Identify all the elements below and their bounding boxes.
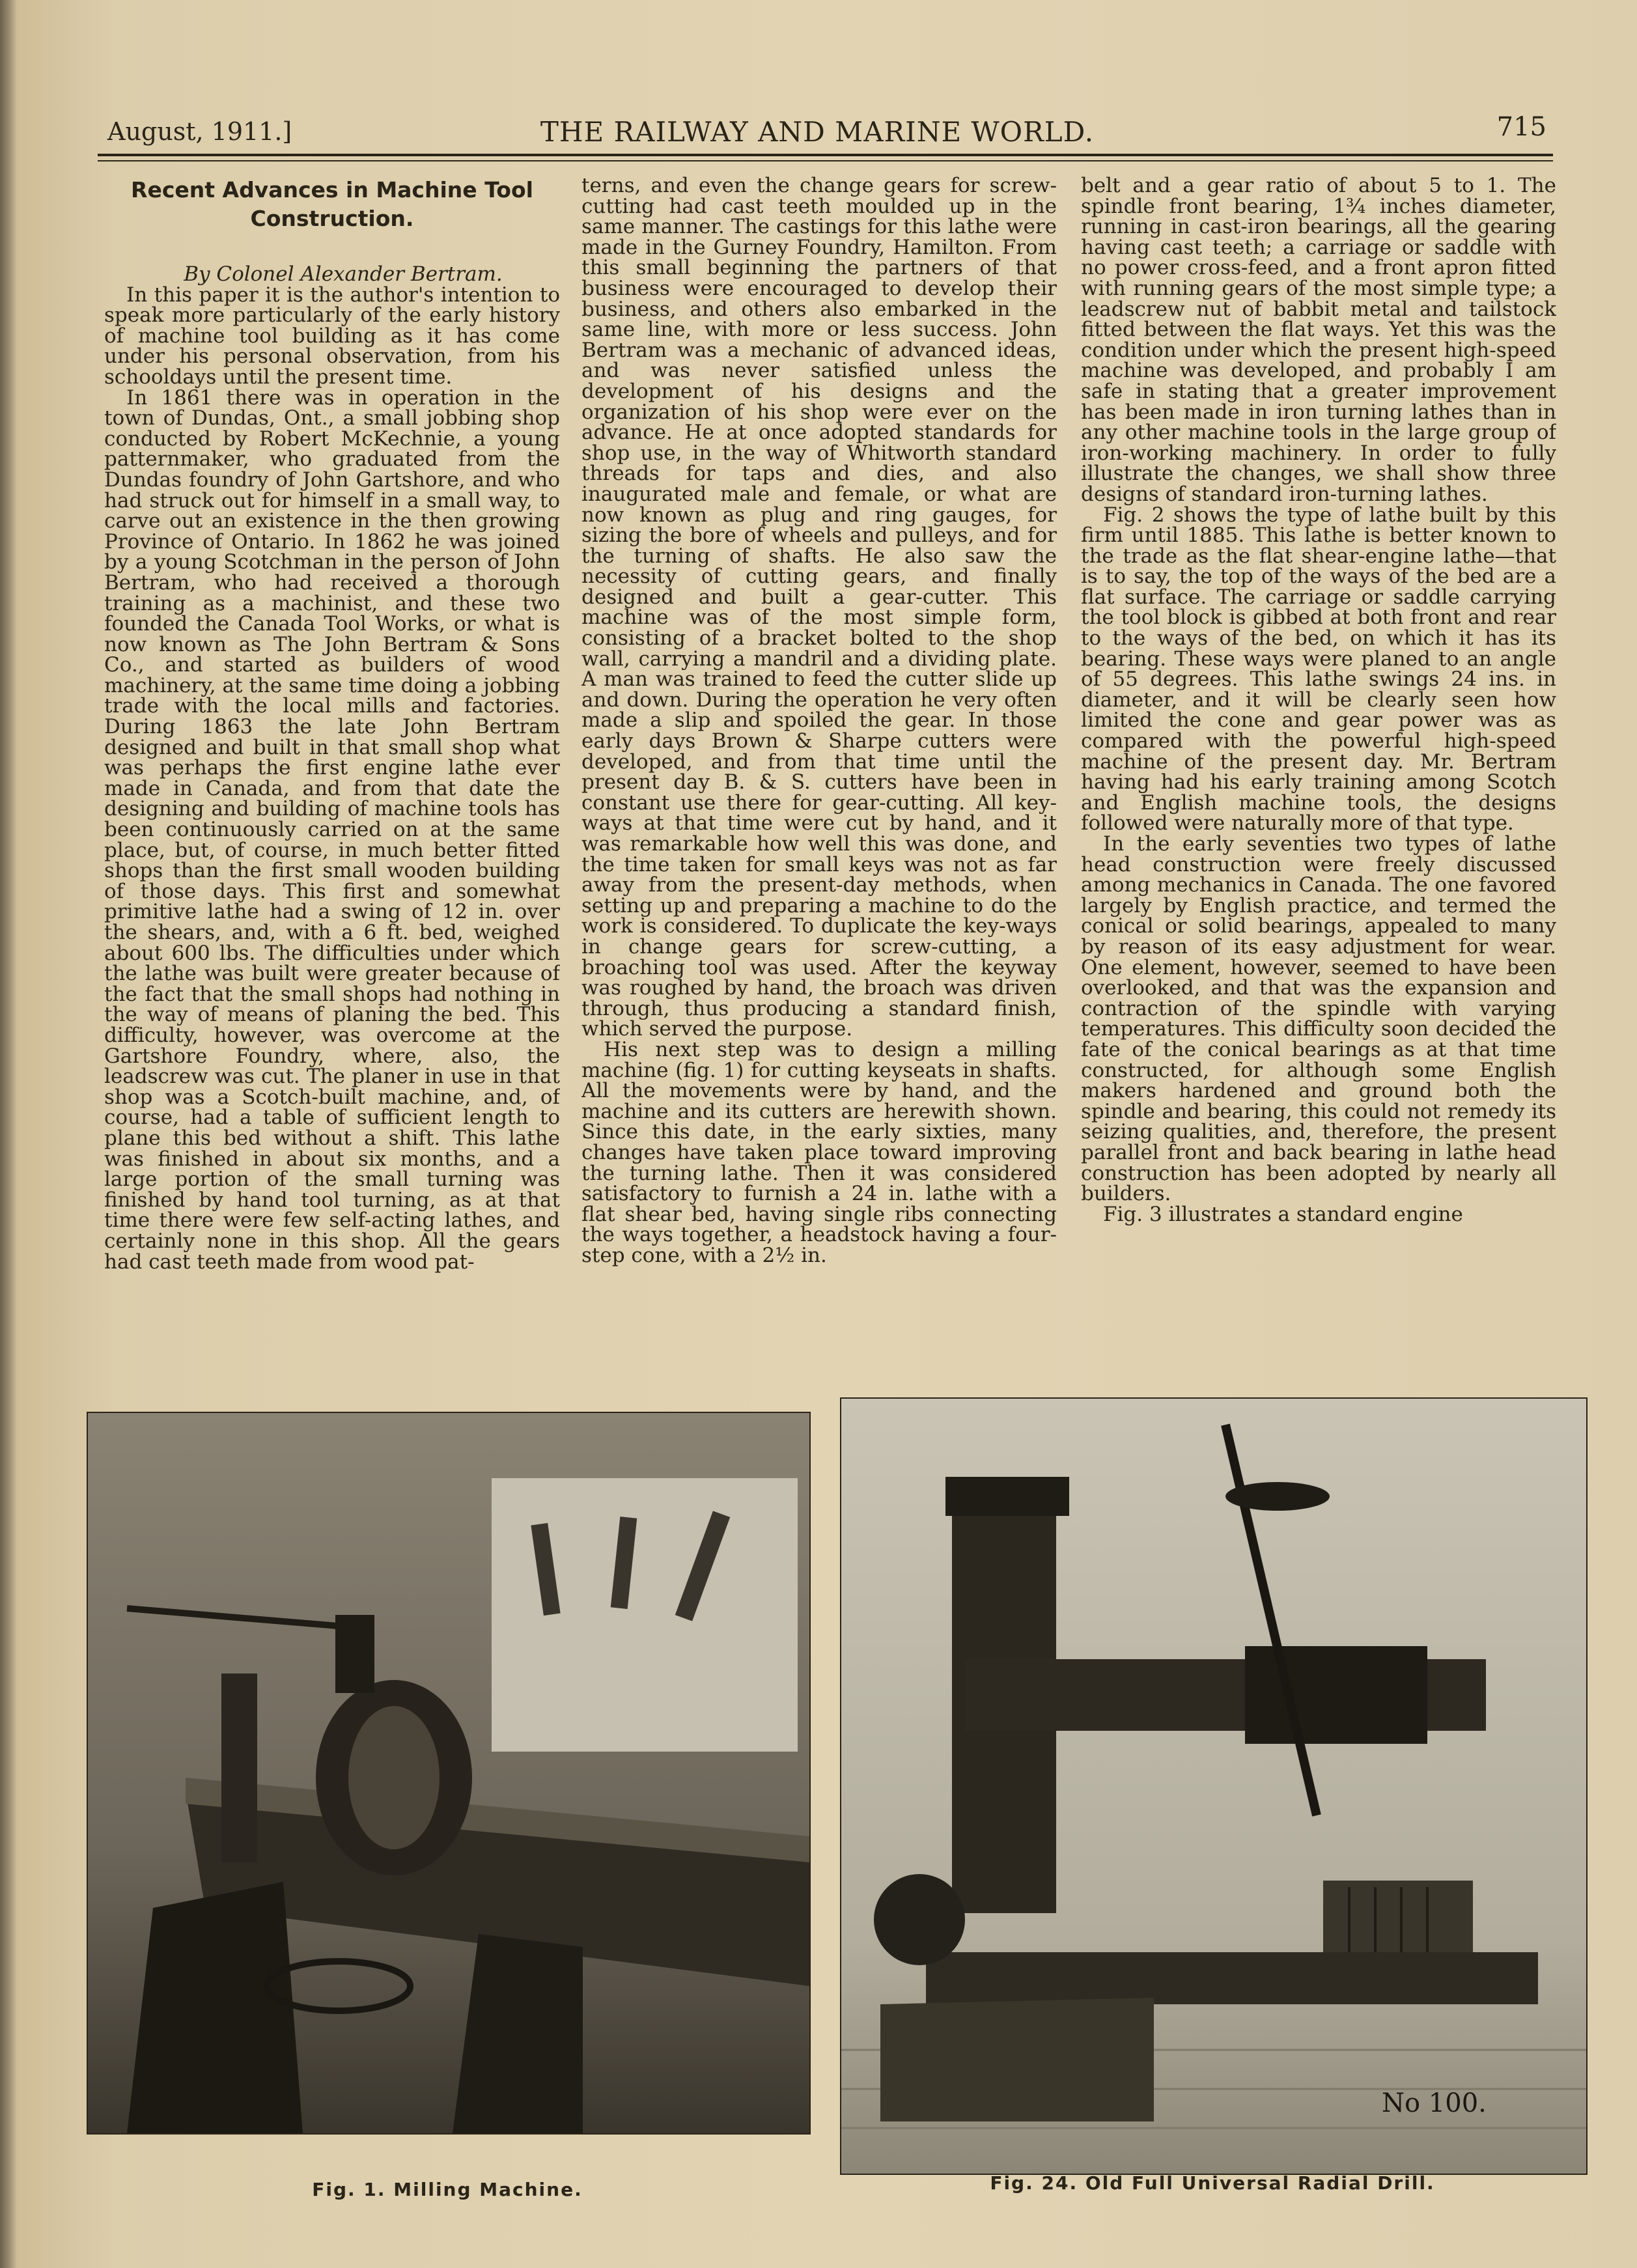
paragraph: In the early seventies two types of lathe head construction were freely discussed among mechanics in Canada. The one favored largely by English practice, and termed the conical or solid bearings, appealed to many by reason of its easy adjustment for wear. One element, however, seemed to have been overlooked, and that was the expansion and contraction of the spindle with varying temperatures. This difficulty soon decided the fate of the conical bearings as at that time constructed, for although some English makers hardened and ground both the spindle and bearing, this could not remedy its seizing qualities, and, therefore, the present parallel front and back bearing in lathe head construction has been adopted by nearly all builders. — [1081, 832, 1556, 1206]
header-rule-thin — [98, 160, 1553, 161]
figure-1-caption: Fig. 1. Milling Machine. — [312, 2179, 583, 2200]
paragraph: terns, and even the change gears for screw-cutting had cast teeth moulded up in the same manner. The castings for this lathe were made in the Gurney Foundry, Hamilton. From this small beginning the partners of that business were encouraged to develop their business, and others also embarked in the same line, with more or less success. John Bertram was a mechanic of advanced ideas, and was never satisfied unless the development of his designs and the organization of his shop were ever on the advance. He at once adopted standards for shop use, in the way of Whitworth standard threads for taps and dies, and also inaugurated male and female, or what are now known as plug and ring gauges, for sizing the bore of wheels and pulleys, and for the turning of shafts. He also saw the necessity of cutting gears, and finally designed and built a gear-cutter. This machine was of the most simple form, consisting of a bracket bolted to the shop wall, carrying a mandril and a dividing plate. A man was trained to feed the cutter slide up and down. During the operation he very often made a slip and spoiled the gear. In those early days Brown & Sharpe cutters were developed, and from that time until the present day B. & S. cutters have been in constant use there for gear-cutting. All key-ways at that time were cut by hand, and it was remarkable how well this was done, and the time taken for small keys was not as far away from the present-day methods, when setting up and preparing a machine to do the work is considered. To duplicate the key-ways in change gears for screw-cutting, a broaching tool was used. After the keyway was roughed by hand, the broach was driven through, thus producing a standard finish, which served the purpose. — [581, 176, 1057, 1041]
paragraph: Fig. 2 shows the type of lathe built by this firm until 1885. This lathe is better known to the trade as the flat shear-engine lathe—that is to say, the top of the ways of the bed are a flat surface. The carriage or saddle carrying the tool block is gibbed at both front and rear to the ways of the bed, on which it has its bearing. These ways were planed to an angle of 55 degrees. This lathe swings 24 ins. in diameter, and it will be clearly seen how limited the cone and gear power was as compared with the powerful high-speed machine of the present day. Mr. Bertram having had his early training among Scotch and English machine tools, the designs followed were naturally more of that type. — [1081, 503, 1556, 835]
book-spine — [0, 0, 17, 2268]
radial-drill-photo — [840, 1397, 1588, 2175]
header-rule — [98, 154, 1553, 156]
paragraph: belt and a gear ratio of about 5 to 1. The spindle front bearing, 1¾ inches diameter, running in cast-iron bearings, all the gearing having cast teeth; a carriage or saddle with no power cross-feed, and a front apron fitted with running gears of the most simple type; a leadscrew nut of babbit metal and tailstock fitted between the flat ways. Yet this was the condition under which the present high-speed machine was developed, and probably I am safe in stating that a greater improvement has been made in iron turning lathes than in any other machine tools in the large group of iron-working machinery. In order to fully illustrate the changes, we shall show three designs of standard iron-turning lathes. — [1081, 176, 1556, 506]
running-header — [88, 104, 1546, 156]
article-byline: By Colonel Alexander Bertram. — [184, 262, 503, 286]
paragraph: His next step was to design a milling machine (fig. 1) for cutting keyseats in shafts. All the movements were by hand, and the machine and its cutters are herewith shown. Since this date, in the early sixties, many changes have taken place toward improving the turning lathe. Then it was considered satisfactory to furnish a 24 in. lathe with a flat shear bed, having single ribs connecting the ways together, a headstock having a four-step cone, with a 2½ in. — [581, 1037, 1057, 1267]
column-3 — [1081, 176, 1556, 1387]
article-headline: Recent Advances in Machine Tool Construction. — [131, 177, 533, 231]
page-number: 715 — [1496, 112, 1546, 142]
paragraph: In 1861 there was in operation in the town of Dundas, Ont., a small jobbing shop conducted by Robert McKechnie, a young patternmaker, who graduated from the Dundas foundry of John Gartshore, and who had struck out for himself in a small way, to carve out an existence in the then growing Province of Ontario. In 1862 he was joined by a young Scotchman in the person of John Bertram, who had received a thorough training as a machinist, and these two founded the Canada Tool Works, or what is now known as The John Bertram & Sons Co., and started as builders of wood machinery, at the same time doing a jobbing trade with the local mills and factories. During 1863 the late John Bertram designed and built in that small shop what was perhaps the first engine lathe ever made in Canada, and from that date the designing and building of machine tools has been continuously carried on at the same place, but, of course, in much better fitted shops than the first small wooden building of those days. This first and somewhat primitive lathe had a swing of 12 in. over the shears, and, with a 6 ft. bed, weighed about 600 lbs. The difficulties under which the lathe was built were greater because of the fact that the small shops had nothing in the way of means of planing the bed. This difficulty, however, was overcome at the Gartshore Foundry, where, also, the leadscrew was cut. The planer in use in that shop was a Scotch-built machine, and, of course, had a table of sufficient length to plane this bed without a shift. This lathe was finished in about six months, and a large portion of the small turning was finished by hand tool turning, as at that time there were few self-acting lathes, and certainly none in this shop. All the gears had cast teeth made from wood pat- — [104, 385, 560, 1274]
column-2 — [581, 176, 1057, 1387]
issue-date: August, 1911.] — [107, 117, 292, 146]
publication-title: THE RAILWAY AND MARINE WORLD. — [540, 116, 1095, 148]
figure-24-caption: Fig. 24. Old Full Universal Radial Drill. — [990, 2172, 1435, 2194]
plate-number-label: No 100. — [1382, 2088, 1487, 2118]
milling-machine-photo — [87, 1412, 811, 2135]
paragraph: Fig. 3 illustrates a standard engine — [1103, 1202, 1463, 1226]
column-1 — [104, 176, 560, 1387]
paragraph: In this paper it is the author's intention to speak more particularly of the early history of machine tool building as it has come under his personal observation, from his schooldays until the present time. — [104, 283, 560, 389]
